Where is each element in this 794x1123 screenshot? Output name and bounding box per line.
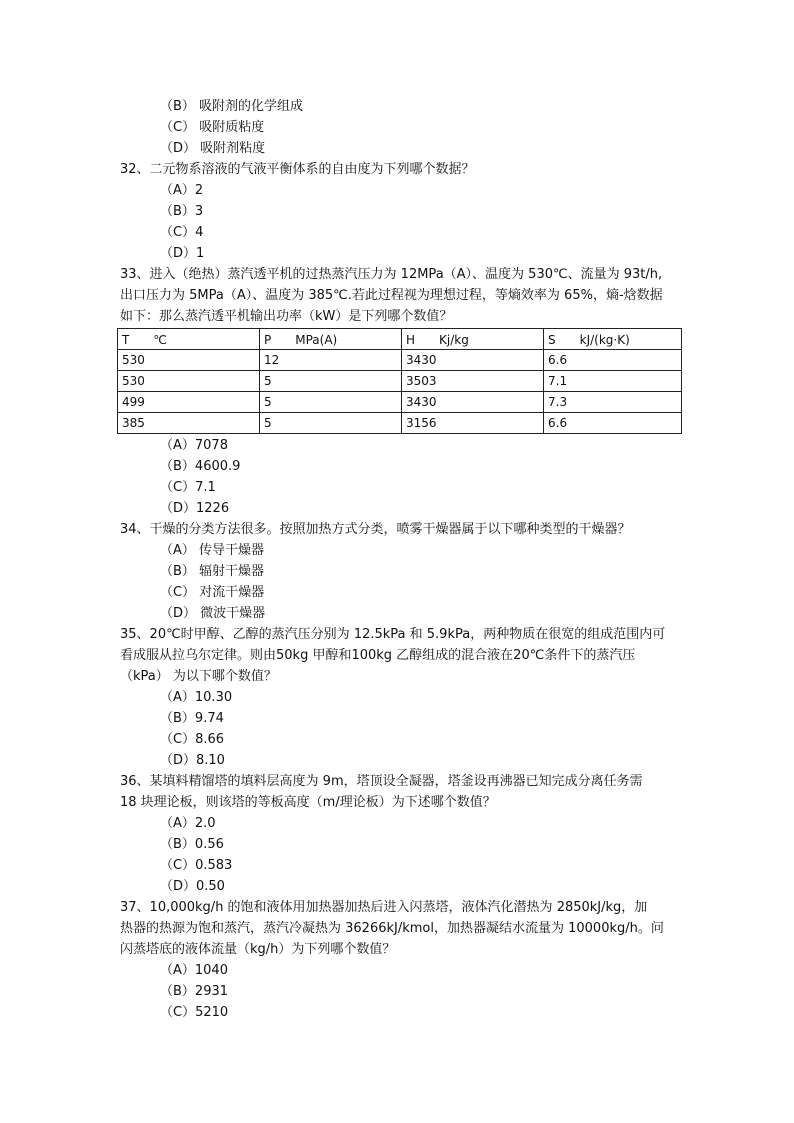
option-34-c: （C） 对流干燥器 [160,585,265,600]
table-cell: 7.1 [544,371,682,392]
question-37-line-2: 热器的热源为饱和蒸汽，蒸汽冷凝热为 36266kJ/kmol，加热器凝结水流量为 10000kg/h。问 [120,921,664,936]
option-33-c: （C）7.1 [160,480,216,495]
option-34-d: （D） 微波干燥器 [160,606,266,621]
option-33-b: （B）4600.9 [160,459,241,474]
option-31-d: （D） 吸附剂粘度 [160,141,266,156]
question-36-line-2: 18 块理论板，则该塔的等板高度（m/理论板）为下述哪个数值？ [120,795,496,810]
question-37-line-1: 37、10,000kg/h 的饱和液体用加热器加热后进入闪蒸塔，液体汽化潜热为 2850kJ/kg，加 [120,900,648,915]
steam-property-table [117,328,682,434]
table-row [118,392,682,413]
question-36-line-1: 36、某填料精馏塔的填料层高度为 9m，塔顶设全凝器，塔釜设再沸器已知完成分离任务需 [120,774,643,789]
question-32: 32、二元物系溶液的气液平衡体系的自由度为下列哪个数据？ [120,162,475,177]
table-header-cell: T ℃ [118,329,260,350]
question-35-line-3: （kPa） 为以下哪个数值？ [120,669,277,684]
option-36-c: （C）0.583 [160,858,233,873]
table-row [118,350,682,371]
option-36-d: （D）0.50 [160,879,225,894]
table-cell: 6.6 [544,350,682,371]
option-35-a: （A）10.30 [160,690,233,705]
option-32-a: （A）2 [160,183,204,198]
option-36-b: （B）0.56 [160,837,224,852]
option-33-d: （D）1226 [160,501,230,516]
option-32-c: （C）4 [160,225,204,240]
table-header-row [118,329,682,350]
option-32-d: （D）1 [160,246,205,261]
table-cell: 12 [260,350,402,371]
table-cell: 5 [260,413,402,434]
option-34-a: （A） 传导干燥器 [160,543,265,558]
option-33-a: （A）7078 [160,438,228,453]
question-35-line-1: 35、20℃时甲醇、乙醇的蒸汽压分别为 12.5kPa 和 5.9kPa，两种物质在很宽的组成范围内可 [120,627,666,642]
table-header-cell: S kJ/(kg·K) [544,329,682,350]
table-cell: 6.6 [544,413,682,434]
table-row [118,413,682,434]
question-33-line-1: 33、进入（绝热）蒸汽透平机的过热蒸汽压力为 12MPa（A）、温度为 530℃、流量为 93t/h, [120,267,663,282]
option-31-c: （C） 吸附质粘度 [160,120,265,135]
table-header-cell: P MPa(A) [260,329,402,350]
option-36-a: （A）2.0 [160,816,216,831]
question-33-line-2: 出口压力为 5MPa（A）、温度为 385℃.若此过程视为理想过程，等熵效率为 65%，熵-焓数据 [120,288,663,303]
option-37-a: （A）1040 [160,963,228,978]
option-31-b: （B） 吸附剂的化学组成 [160,99,304,114]
question-33-line-3: 如下：那么蒸汽透平机输出功率（kW）是下列哪个数值？ [120,309,453,324]
option-32-b: （B）3 [160,204,204,219]
option-35-d: （D）8.10 [160,753,225,768]
option-35-c: （C）8.66 [160,732,225,747]
option-34-b: （B） 辐射干燥器 [160,564,265,579]
table-header-cell: H Kj/kg [402,329,544,350]
table-row [118,371,682,392]
table-cell: 385 [118,413,260,434]
table-cell: 3503 [402,371,544,392]
table-cell: 3430 [402,350,544,371]
question-35-line-2: 看成服从拉乌尔定律。则由50kg 甲醇和100kg 乙醇组成的混合液在20℃条件下的蒸汽压 [120,648,636,663]
option-35-b: （B）9.74 [160,711,224,726]
question-34: 34、干燥的分类方法很多。按照加热方式分类，喷雾干燥器属于以下哪种类型的干燥器？ [120,522,631,537]
option-37-b: （B）2931 [160,984,229,999]
table-cell: 3430 [402,392,544,413]
table-cell: 5 [260,371,402,392]
table-cell: 3156 [402,413,544,434]
table-cell: 530 [118,350,260,371]
option-37-c: （C）5210 [160,1005,229,1020]
question-37-line-3: 闪蒸塔底的液体流量（kg/h）为下列哪个数值？ [120,942,396,957]
table-cell: 530 [118,371,260,392]
table-cell: 7.3 [544,392,682,413]
table-cell: 5 [260,392,402,413]
table-cell: 499 [118,392,260,413]
